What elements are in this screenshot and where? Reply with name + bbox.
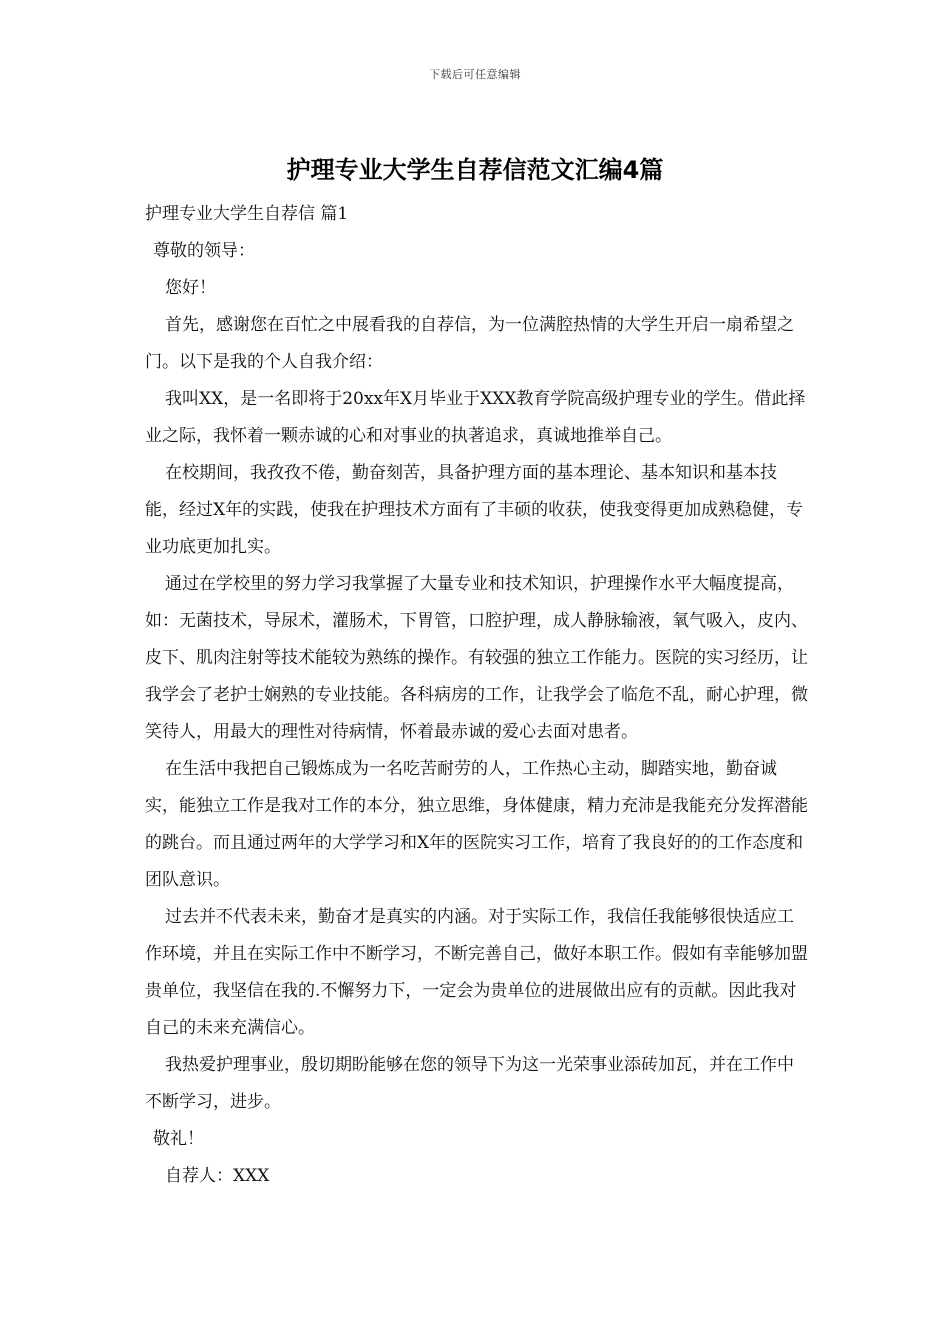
- header-note: 下载后可任意编辑: [429, 68, 521, 81]
- paragraph-personal-life: 在生活中我把自己锻炼成为一名吃苦耐劳的人，工作热心主动，脚踏实地，勤奋诚实，能独立工作是我对工作的本分，独立思维，身体健康，精力充沛是我能充分发挥潜能的跳台。而且通过两年的大学学习和X年的医院实习工作，培育了我良好的的工作态度和团队意识。: [145, 759, 808, 890]
- paragraph-future: 过去并不代表未来，勤奋才是真实的内涵。对于实际工作，我信任我能够很快适应工作环境，并且在实际工作中不断学习，不断完善自己，做好本职工作。假如有幸能够加盟贵单位，我坚信在我的.不懈努力下，一定会为贵单位的进展做出应有的贡献。因此我对自己的未来充满信心。: [145, 907, 808, 1038]
- signature: 自荐人：XXX: [165, 1166, 270, 1186]
- salutation: 尊敬的领导：: [153, 241, 255, 261]
- closing-salute: 敬礼！: [153, 1129, 204, 1149]
- paragraph-school-period: 在校期间，我孜孜不倦，勤奋刻苦，具备护理方面的基本理论、基本知识和基本技能，经过X年的实践，使我在护理技术方面有了丰硕的收获，使我变得更加成熟稳健，专业功底更加扎实。: [145, 463, 804, 557]
- greeting: 您好！: [165, 278, 216, 298]
- paragraph-intro: 首先，感谢您在百忙之中展看我的自荐信，为一位满腔热情的大学生开启一扇希望之门。以下是我的个人自我介绍：: [145, 315, 794, 372]
- section-heading: 护理专业大学生自荐信 篇1: [145, 204, 349, 224]
- paragraph-self-introduction: 我叫XX，是一名即将于20xx年X月毕业于XXX教育学院高级护理专业的学生。借此择业之际，我怀着一颗赤诚的心和对事业的执著追求，真诚地推举自己。: [145, 389, 806, 446]
- paragraph-skills: 通过在学校里的努力学习我掌握了大量专业和技术知识，护理操作水平大幅度提高，如：无菌技术，导尿术，灌肠术，下胃管，口腔护理，成人静脉输液，氧气吸入，皮内、皮下、肌肉注射等技术能较为熟练的操作。有较强的独立工作能力。医院的实习经历，让我学会了老护士娴熟的专业技能。各科病房的工作，让我学会了临危不乱，耐心护理，微笑待人，用最大的理性对待病情，怀着最赤诚的爱心去面对患者。: [145, 574, 808, 742]
- document-title: 护理专业大学生自荐信范文汇编4篇: [286, 156, 664, 184]
- paragraph-conclusion: 我热爱护理事业，殷切期盼能够在您的领导下为这一光荣事业添砖加瓦，并在工作中不断学习，进步。: [145, 1055, 794, 1112]
- letter-body: [145, 196, 810, 1195]
